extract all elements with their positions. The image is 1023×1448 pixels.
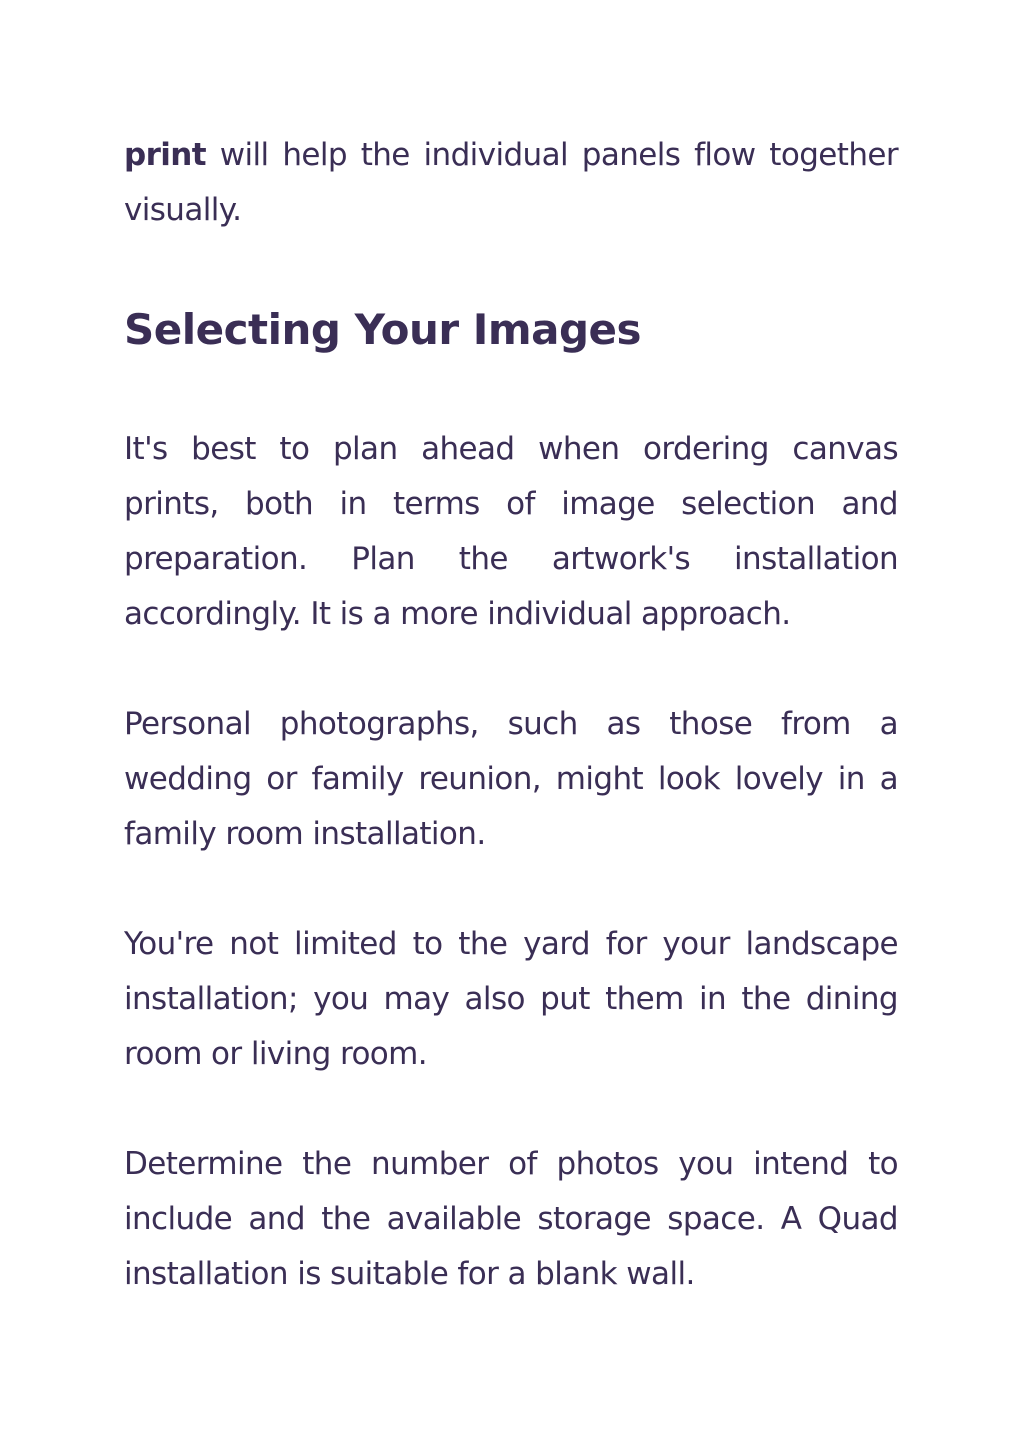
section-heading: Selecting Your Images	[124, 305, 642, 354]
paragraph-spacer	[124, 642, 898, 697]
paragraph-spacer	[124, 862, 898, 917]
document-page	[124, 128, 898, 1302]
body-paragraph-2: Personal photographs, such as those from a wedding or family reunion, might look lovely in a family room installation.	[124, 706, 898, 852]
intro-bold-word: print	[124, 137, 206, 173]
paragraph-spacer	[124, 1082, 898, 1137]
body-paragraph-3: You're not limited to the yard for your landscape installation; you may also put them in the dining room or living room.	[124, 926, 898, 1072]
intro-paragraph	[124, 128, 898, 238]
body-paragraph-4: Determine the number of photos you intend to include and the available storage space. A Quad installation is suitable for a blank wall.	[124, 1146, 898, 1292]
intro-text: will help the individual panels flow together visually.	[124, 137, 898, 228]
body-paragraph-1: It's best to plan ahead when ordering canvas prints, both in terms of image selection and preparation. Plan the artwork's installation accordingly. It is a more individual approach.	[124, 431, 898, 632]
